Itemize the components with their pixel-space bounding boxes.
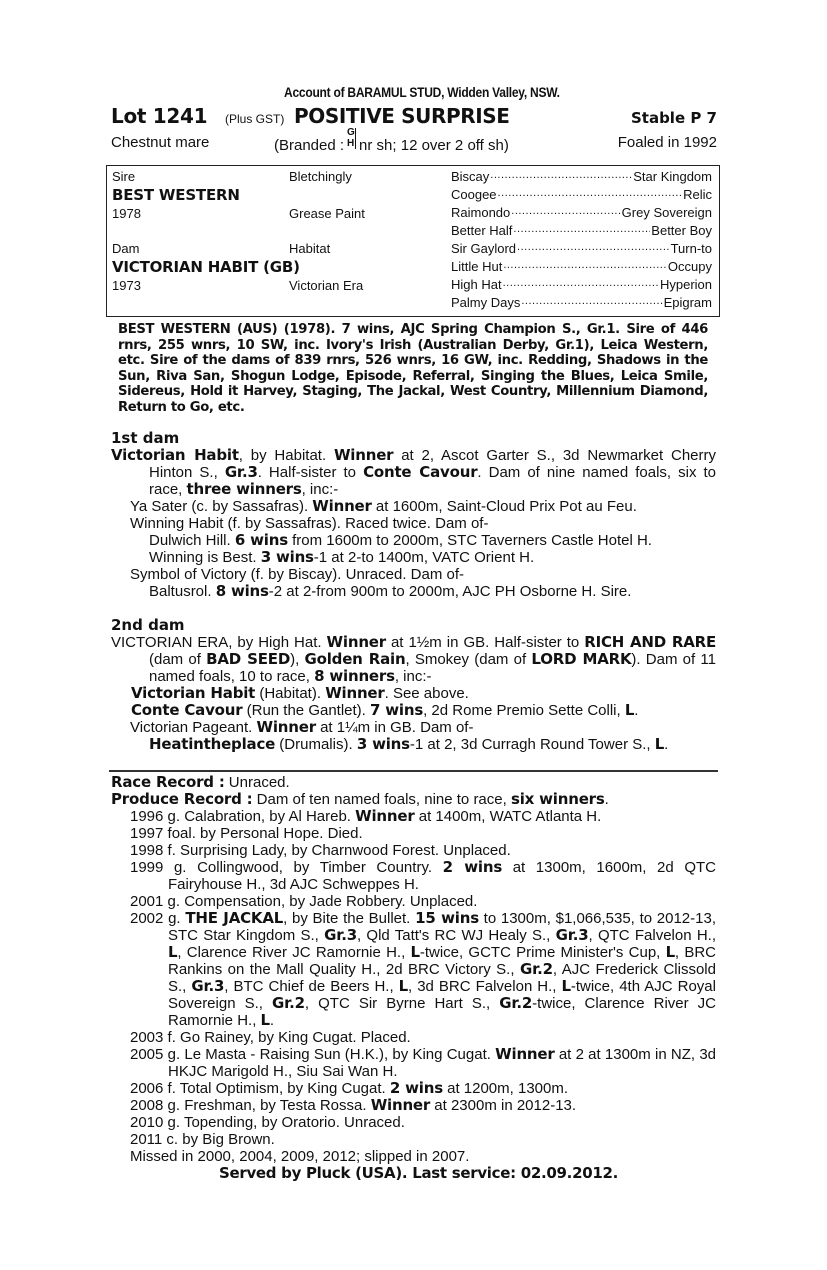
bold-text: L [665,943,675,961]
bold-text: 2 wins [442,858,503,876]
text: (Drumalis). [275,736,357,753]
text: . [269,1012,275,1029]
bold-text: 2 wins [389,1079,443,1097]
text: . [604,791,609,808]
description-line [111,127,717,156]
leader-dots [498,186,683,204]
bold-text: 3 wins [260,548,314,566]
great-grandsire-name: Relic [683,187,712,202]
race-record [111,774,716,791]
text: at 1400m, WATC Atlanta H. [414,808,602,825]
text: 1997 foal. by Personal Hope. Died. [130,825,363,842]
brand-bottom-letter: H [347,138,355,149]
produce-record [111,791,716,808]
race-record-value: Unraced. [224,774,290,791]
grand-progeny-entry [111,532,716,549]
dam-name: Victorian Habit [111,446,239,464]
bold-text: three winners [186,480,302,498]
text: , inc:- [301,481,339,498]
bold-text: Gr.3 [555,926,589,944]
bold-text: Conte Cavour [131,701,243,719]
produce-item [111,808,716,825]
grand-progeny-entry [111,583,716,600]
lot-line [111,102,717,128]
text: Victorian Pageant. [130,719,257,736]
bold-text: L [624,701,635,719]
text: at 1½m in GB. Half-sister to [385,634,585,651]
second-dam-paragraph [111,634,716,685]
text: . Half-sister to [257,464,364,481]
bold-text: Winner [256,718,316,736]
progeny-entry [111,719,716,736]
grandsire-name: Palmy Days [451,295,521,310]
bold-text: BAD SEED [206,650,291,668]
grandsire-name: Sir Gaylord [451,241,517,256]
vendor-account: Account of BARAMUL STUD, Widden Valley, NSW. [284,84,560,100]
text: , Smokey (dam of [405,651,532,668]
text: VICTORIAN ERA, by High Hat. [111,634,327,651]
first-dam-title: 1st dam [111,429,180,447]
text: at 2 at 1300m in NZ, 3d HKJC Marigold H., Siu Sai Wan H. [168,1046,717,1080]
third-gen-row [451,222,712,240]
text: . See above. [384,685,469,702]
leader-dots [490,168,632,186]
text: , AJC Frederick Clissold S., [168,961,716,995]
text: (Habitat). [255,685,326,702]
sire-year: 1978 [112,206,141,221]
third-gen-row [451,294,712,312]
bold-text: 15 wins [415,909,479,927]
sire-name: BEST WESTERN [112,186,240,204]
text: . [664,736,669,753]
text: , 3d BRC Falvelon H., [408,978,562,995]
great-grandsire-name: Epigram [663,295,712,310]
grand-progeny-entry [111,736,716,753]
text: -twice, GCTC Prime Minister's Cup, [419,944,666,961]
bold-text: 8 wins [215,582,269,600]
text: 2005 g. Le Masta - Raising Sun (H.K.), by King Cugat. [130,1046,496,1063]
leader-dots [503,276,659,294]
text: 1999 g. Collingwood, by Timber Country. [130,859,443,876]
bold-text: Winner [326,633,386,651]
text: Missed in 2000, 2004, 2009, 2012; slipped in 2007. [130,1148,470,1165]
great-grandsire-name: Star Kingdom [633,169,712,184]
bold-text: LORD MARK [531,650,632,668]
grand-progeny-entry [111,549,716,566]
text: , QTC Sir Byrne Hart S., [304,995,500,1012]
text: . Dam of nine named foals, six to race, [149,464,717,498]
text: -twice, 4th AJC Royal Sovereign S., [168,978,716,1012]
second-dam-title: 2nd dam [111,616,185,634]
bold-text: L [654,735,665,753]
text: from 1600m to 2000m, STC Taverners Castle Hotel H. [287,532,652,549]
text: Winning is Best. [149,549,261,566]
grandsire-name: Raimondo [451,205,511,220]
text: 2010 g. Topending, by Oratorio. Unraced. [130,1114,405,1131]
text: to 1300m, $1,066,535, to 2012-13, STC Star Kingdom S., [168,910,717,944]
text: -twice, Clarence River JC Ramornie H., [168,995,717,1029]
brand-bar [355,128,356,149]
text: Symbol of Victory (f. by Biscay). Unraced. Dam of- [130,566,464,583]
bold-text: L [398,977,408,995]
gst-note: (Plus GST) [225,112,285,126]
great-grandsire-name: Better Boy [651,223,712,238]
text: at 1300m, 1600m, 2d QTC Fairyhouse H., 3d AJC Schweppes H. [168,859,716,893]
lot-header [111,84,717,156]
dam-label: Dam [112,241,140,256]
text: at 1¼m in GB. Dam of- [315,719,474,736]
third-gen-row [451,186,712,204]
bold-text: Winner [325,684,385,702]
text: 2003 f. Go Rainey, by King Cugat. Placed. [130,1029,411,1046]
text: 2008 g. Freshman, by Testa Rossa. [130,1097,371,1114]
grandsire-name: Better Half [451,223,513,238]
text: Ya Sater (c. by Sassafras). [130,498,313,515]
text: , BRC Rankins on the Mall Quality H., 2d BRC Victory S., [168,944,716,978]
leader-dots [511,204,620,222]
produce-item [111,1114,716,1131]
bold-text: Gr.3 [324,926,357,944]
brand-description [274,127,509,154]
progeny-entry [111,685,716,702]
bold-text: L [410,943,420,961]
bold-text: L [260,1011,270,1029]
produce-item [111,893,716,910]
bold-text: 8 winners [314,667,395,685]
text: at 2, Ascot Garter S., 3d Newmarket Cherry Hinton S., [149,447,716,481]
bold-text: L [561,977,571,995]
sire-label: Sire [112,169,136,184]
brand-mark-icon [347,127,357,152]
text: 1996 g. Calabration, by Al Hareb. [130,808,356,825]
produce-item [111,1131,716,1148]
grandsire-name: Biscay [451,169,490,184]
bold-text: Gr.2 [272,994,305,1012]
first-dam-paragraph [111,447,716,498]
grandsire-name: High Hat [451,277,502,292]
text: ), [290,651,305,668]
text: at 2300m in 2012-13. [430,1097,577,1114]
text: Baltusrol. [149,583,216,600]
brand-top-letter: G [347,127,355,138]
text: at 1200m, 1300m. [442,1080,569,1097]
text: , 2d Rome Premio Sette Colli, [423,702,625,719]
bold-text: Gr.3 [224,463,258,481]
third-gen-row [451,258,712,276]
produce-item [111,825,716,842]
bold-text: RICH AND RARE [584,633,717,651]
bold-text: Winner [312,497,372,515]
third-gen-row [451,240,712,258]
great-grandsire-name: Turn-to [670,241,712,256]
bold-text: THE JACKAL [185,909,284,927]
bold-text: Gr.2 [499,994,533,1012]
catalogue-body [111,430,716,1182]
lot-number: Lot 1241 [111,104,208,128]
grandsire-name: Coogee [451,187,497,202]
dam-year: 1973 [112,278,141,293]
produce-item [111,859,716,893]
text: , Qld Tatt's RC WJ Healy S., [357,927,556,944]
text: -1 at 2-to 1400m, VATC Orient H. [313,549,535,566]
text: (dam of [149,651,207,668]
bold-text: Conte Cavour [363,463,478,481]
produce-item [111,842,716,859]
leader-dots [517,240,670,258]
text: 2002 g. [130,910,186,927]
progeny-entry [111,702,716,719]
text: -2 at 2-from 900m to 2000m, AJC PH Osborne H. Sire. [268,583,632,600]
section-divider [109,770,718,772]
bold-text: six winners [510,790,605,808]
horse-description: Chestnut mare [111,134,210,151]
progeny-entry [111,498,716,515]
bold-text: 3 wins [356,735,410,753]
bold-text: Winner [495,1045,555,1063]
third-gen-row [451,204,712,222]
text: , by Bite the Bullet. [283,910,416,927]
bold-text: Winner [333,446,394,464]
foaled-year: Foaled in 1992 [617,134,717,151]
service-note: Served by Pluck (USA). Last service: 02.09.2012. [218,1164,619,1182]
text: 2006 f. Total Optimism, by King Cugat. [130,1080,390,1097]
produce-item [111,1097,716,1114]
text: Dulwich Hill. [149,532,235,549]
leader-dots [521,294,662,312]
progeny-entry [111,566,716,583]
text: -1 at 2, 3d Curragh Round Tower S., [409,736,655,753]
produce-item [111,1148,716,1165]
progeny-entry [111,515,716,532]
sire-dam: Grease Paint [289,206,365,221]
bold-text: 6 wins [234,531,288,549]
text: 2011 c. by Big Brown. [130,1131,275,1148]
bold-text: Gr.2 [519,960,553,978]
branded-prefix: (Branded : [274,137,345,154]
dam-dam: Victorian Era [289,278,364,293]
bold-text: Gr.3 [191,977,225,995]
text: . [634,702,639,719]
bold-text: 7 wins [370,701,424,719]
text: , BTC Chief de Beers H., [224,978,399,995]
text: Winning Habit (f. by Sassafras). Raced twice. Dam of- [130,515,489,532]
branded-suffix: nr sh; 12 over 2 off sh) [359,137,509,154]
third-gen-row [451,276,712,294]
grandsire-name: Little Hut [451,259,503,274]
text: 1998 f. Surprising Lady, by Charnwood Forest. Unplaced. [130,842,511,859]
bold-text: Winner [355,807,415,825]
text: Dam of ten named foals, nine to race, [252,791,511,808]
leader-dots [513,222,650,240]
dam-name: VICTORIAN HABIT (GB) [112,258,300,276]
horse-name: POSITIVE SURPRISE [294,104,510,128]
text: 2001 g. Compensation, by Jade Robbery. Unplaced. [130,893,478,910]
text: (Run the Gantlet). [242,702,371,719]
text: ). Dam of 11 named foals, 10 to race, [149,651,716,685]
bold-text: Heatintheplace [149,735,276,753]
third-gen-row [451,168,712,186]
great-grandsire-name: Hyperion [659,277,712,292]
pedigree-table [106,165,720,317]
produce-item [111,1046,716,1080]
text: , inc:- [394,668,432,685]
bold-text: Winner [370,1096,431,1114]
sire-summary: BEST WESTERN (AUS) (1978). 7 wins, AJC Spring Champion S., Gr.1. Sire of 446 rnrs, 255 wnrs, 10 SW, inc. Ivory's Irish (Australian Derby, Gr.1), Leica Western, etc. Sire of the dams of 839 rnrs, 526 wnrs, 16 GW, inc. Redding, Shadows in the Sun, Riva San, Shogun Lodge, Episode, Referral, Singing the Blues, Leica Smile, Sidereus, Hold it Harvey, Staging, The Jackal, West Country, Millennium Diamond, Return to Go, etc. [118,322,708,415]
stable-number: Stable P 7 [630,109,717,127]
great-grandsire-name: Grey Sovereign [621,205,712,220]
produce-item [111,910,716,1029]
sire-sire: Bletchingly [289,169,352,184]
produce-record-label: Produce Record : [111,790,253,808]
bold-text: Golden Rain [304,650,406,668]
text: , QTC Falvelon H., [588,927,716,944]
produce-item [111,1029,716,1046]
race-record-label: Race Record : [111,773,225,791]
great-grandsire-name: Occupy [667,259,712,274]
bold-text: Victorian Habit [131,684,256,702]
text: , Clarence River JC Ramornie H., [177,944,411,961]
bold-text: L [168,943,178,961]
dam-sire: Habitat [289,241,331,256]
produce-item [111,1080,716,1097]
leader-dots [503,258,667,276]
text: at 1600m, Saint-Cloud Prix Pot au Feu. [371,498,637,515]
text: , by Habitat. [238,447,334,464]
